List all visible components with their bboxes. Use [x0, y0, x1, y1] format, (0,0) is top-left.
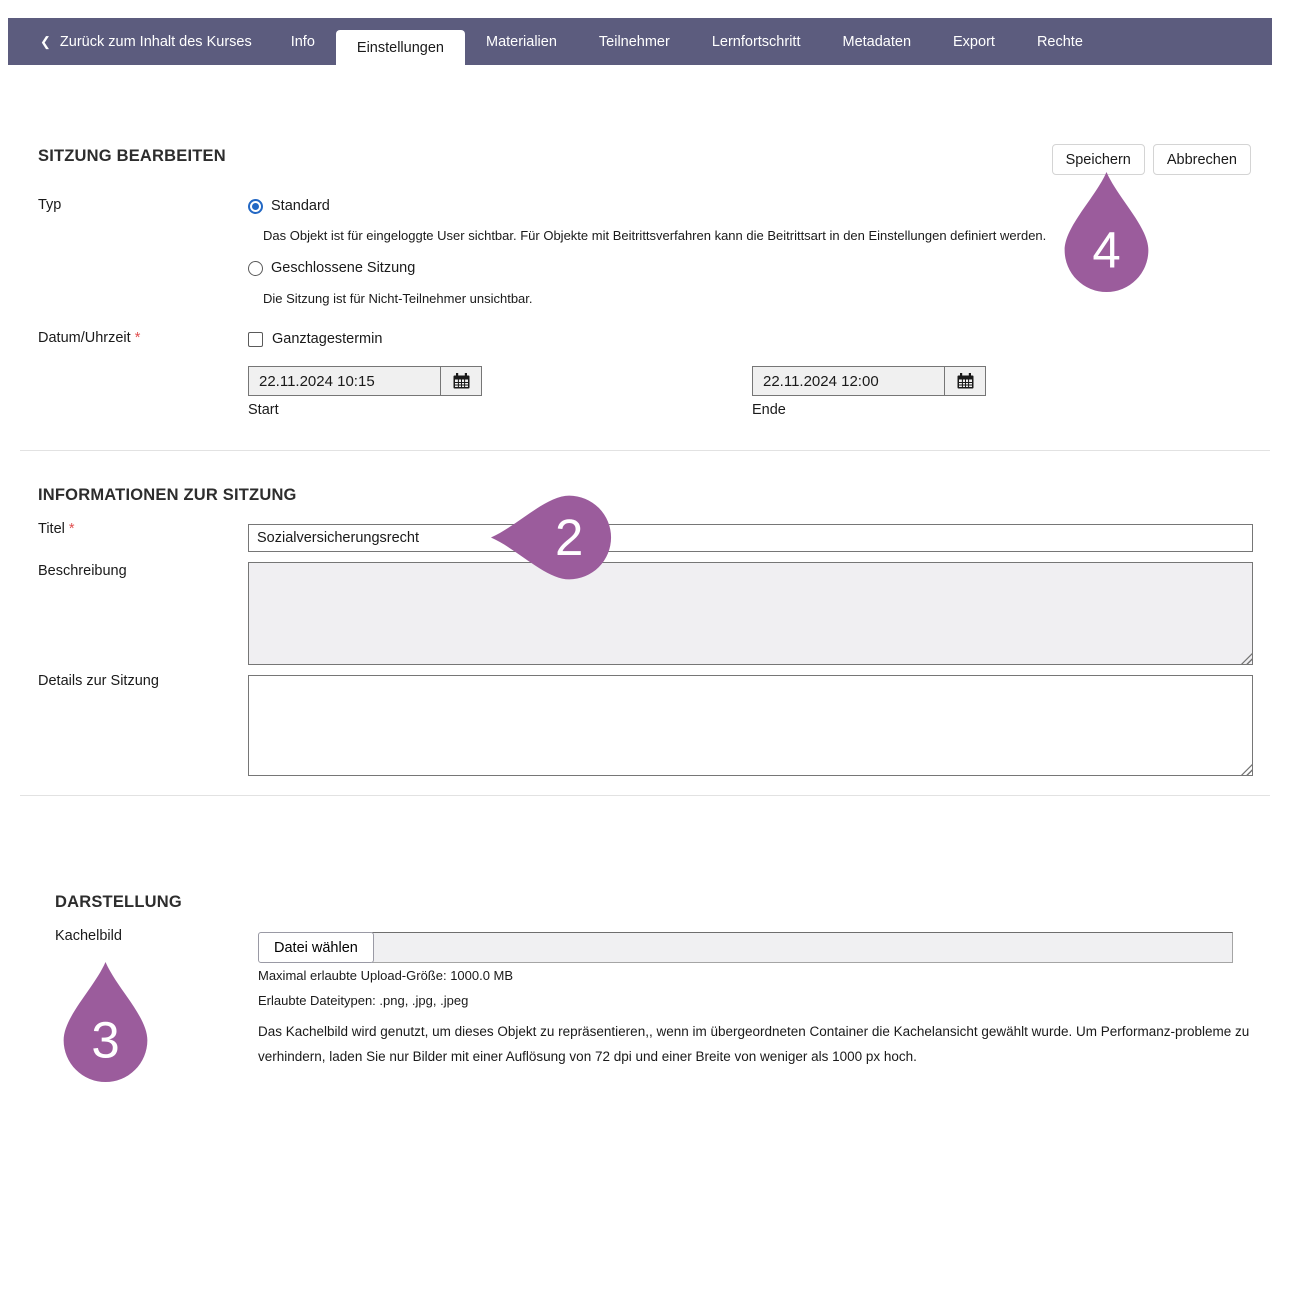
annotation-marker-4 — [1061, 170, 1152, 294]
tile-image-file-control — [258, 932, 1233, 963]
radio-geschlossen-label: Geschlossene Sitzung — [271, 260, 416, 276]
radio-option-geschlossen[interactable] — [248, 260, 415, 276]
title-label: Titel * — [38, 521, 75, 537]
file-types-hint: Erlaubte Dateitypen: .png, .jpg, .jpeg — [258, 993, 469, 1008]
tab-list — [270, 18, 1104, 65]
start-date-input[interactable] — [249, 367, 440, 395]
page-title: SITZUNG BEARBEITEN — [38, 147, 226, 165]
tab-metadaten[interactable]: Metadaten — [842, 33, 912, 50]
allday-checkbox[interactable] — [248, 332, 263, 347]
tab-bar — [8, 18, 1272, 65]
radio-standard-help: Das Objekt ist für eingeloggte User sichtbar. Für Objekte mit Beitrittsverfahren kann die Beitrittsart in den Einstellungen definiert werden. — [263, 228, 1047, 243]
chevron-left-icon: ❮ — [40, 33, 51, 49]
required-mark: * — [68, 521, 75, 537]
end-date-group — [752, 366, 986, 418]
section-divider — [20, 795, 1270, 796]
marker-2-number: 2 — [555, 508, 584, 566]
tab-einstellungen[interactable]: Einstellungen — [336, 30, 465, 65]
file-name-field[interactable] — [372, 932, 1233, 963]
choose-file-button[interactable]: Datei wählen — [258, 932, 374, 963]
tab-info[interactable]: Info — [290, 33, 315, 50]
details-label: Details zur Sitzung — [38, 673, 159, 689]
end-date-control — [752, 366, 986, 396]
calendar-icon[interactable] — [440, 367, 481, 395]
upload-size-hint: Maximal erlaubte Upload-Größe: 1000.0 MB — [258, 968, 514, 983]
tile-image-help: Das Kachelbild wird genutzt, um dieses Objekt zu repräsentieren,, wenn im übergeordneten Container die Kachelansicht gewählt wurde. Um Performanz-probleme zu verhindern, laden Sie nur Bilder mit einer Auflösung von 72 dpi und einer Breite von weniger als 1000 px hoch. — [258, 1024, 1250, 1064]
radio-option-standard[interactable] — [248, 198, 330, 214]
display-section-heading: DARSTELLUNG — [55, 893, 182, 911]
info-section-heading: INFORMATIONEN ZUR SITZUNG — [38, 486, 297, 504]
title-input[interactable] — [248, 524, 1253, 552]
start-caption: Start — [248, 402, 279, 418]
start-date-group — [248, 366, 482, 418]
radio-unselected-icon[interactable] — [248, 261, 263, 276]
tab-teilnehmer[interactable]: Teilnehmer — [598, 33, 670, 50]
tab-rechte[interactable]: Rechte — [1036, 33, 1083, 50]
back-link-label: Zurück zum Inhalt des Kurses — [59, 33, 252, 50]
allday-option[interactable] — [248, 331, 382, 347]
radio-standard-label: Standard — [271, 198, 330, 214]
back-to-course-link[interactable] — [8, 18, 270, 65]
tab-lernfortschritt[interactable]: Lernfortschritt — [711, 33, 801, 50]
tab-export[interactable]: Export — [953, 33, 995, 50]
annotation-marker-3 — [60, 960, 151, 1084]
section-divider — [20, 450, 1270, 451]
details-textarea[interactable] — [248, 675, 1253, 776]
radio-selected-icon[interactable] — [248, 199, 263, 214]
tab-materialien[interactable]: Materialien — [485, 33, 557, 50]
required-mark: * — [134, 330, 141, 346]
cancel-button[interactable]: Abbrechen — [1153, 144, 1251, 175]
description-label: Beschreibung — [38, 563, 127, 579]
marker-3-number: 3 — [91, 1011, 120, 1069]
calendar-icon[interactable] — [944, 367, 985, 395]
end-caption: Ende — [752, 402, 786, 418]
end-date-input[interactable] — [753, 367, 944, 395]
radio-geschlossen-help: Die Sitzung ist für Nicht-Teilnehmer unsichtbar. — [263, 291, 533, 306]
allday-label: Ganztagestermin — [272, 331, 383, 347]
tile-image-label: Kachelbild — [55, 928, 122, 944]
start-date-control — [248, 366, 482, 396]
description-textarea[interactable] — [248, 562, 1253, 665]
type-label: Typ — [38, 197, 62, 213]
save-button[interactable]: Speichern — [1052, 144, 1145, 175]
datetime-label: Datum/Uhrzeit * — [38, 330, 141, 346]
marker-4-number: 4 — [1092, 221, 1121, 279]
annotation-marker-2 — [489, 492, 613, 583]
